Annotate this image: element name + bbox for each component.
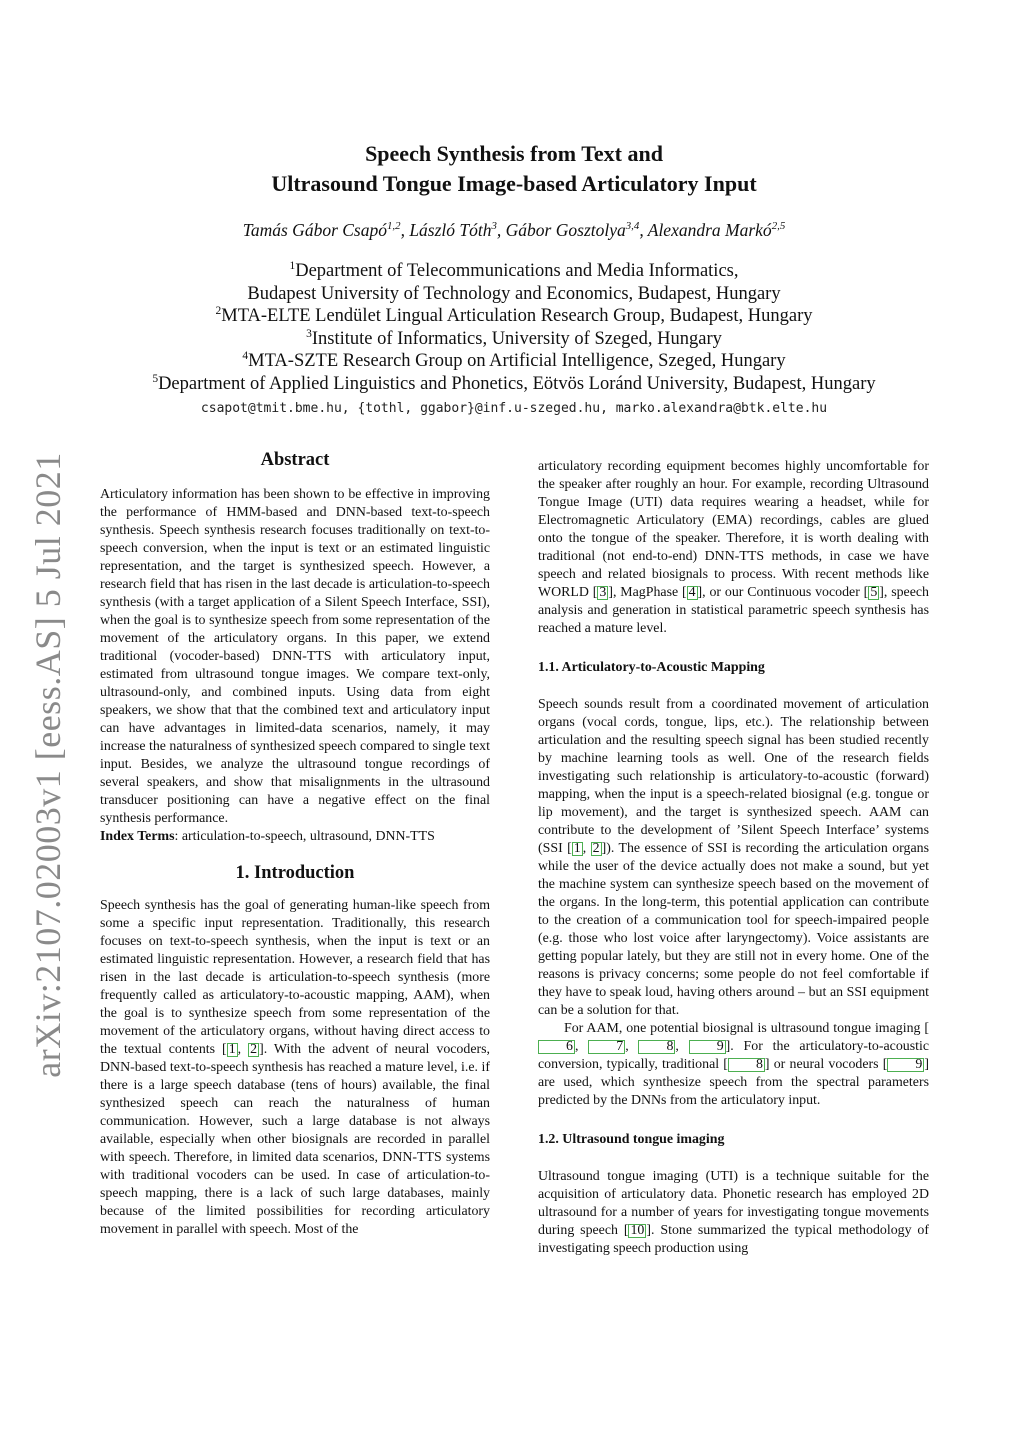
paragraph-text: ]. Stone summarized the typical methodology of investigating speech production using xyxy=(538,1223,930,1256)
affil-text: MTA-SZTE Research Group on Artificial Intelligence, Szeged, Hungary xyxy=(248,351,786,372)
paragraph-text: For AAM, one potential biosignal is ultrasound tongue imaging [ xyxy=(564,1021,929,1036)
abstract-heading: Abstract xyxy=(260,450,330,470)
title-line-2: Ultrasound Tongue Image-based Articulatory Input xyxy=(271,171,757,196)
arxiv-side-stamp: arXiv:2107.02003v1 [eess.AS] 5 Jul 2021 xyxy=(28,452,68,1078)
paragraph-text: Speech synthesis has the goal of generating human-like speech from some a specific input representation. Traditionally, this research focuses on text-to-speech synthesis, when the input is text or an estimated linguistic representation. However, a research field that has risen in the last decade is articulation-to-speech synthesis (more frequently called as articulatory-to-acoustic mapping, AAM), when the goal is to synthesize speech from some representation of the movement of the articulatory organs, without having direct access to the textual contents [ xyxy=(100,898,490,1057)
citation-link[interactable]: 9 xyxy=(689,1040,726,1054)
subsection-heading-uti: 1.2. Ultrasound tongue imaging xyxy=(538,1132,725,1147)
section-heading-introduction: 1. Introduction xyxy=(235,863,355,883)
index-terms-text: : articulation-to-speech, ultrasound, DNN-TTS xyxy=(174,829,435,844)
paragraph-text: ] or neural vocoders [ xyxy=(764,1057,888,1072)
author-affil-sup: 3 xyxy=(491,220,497,233)
citation-link[interactable]: 2 xyxy=(592,841,600,856)
paragraph-text: Ultrasound tongue imaging (UTI) is a technique suitable for the acquisition of articulatory data. Phonetic research has employed 2D ultrasound for a number of years for investigating tongue movements during speech [ xyxy=(538,1169,929,1238)
author-name: Alexandra Markó xyxy=(647,220,772,240)
citation-separator: , xyxy=(625,1039,639,1054)
paper-title xyxy=(100,139,928,199)
paragraph-text: ], MagPhase [ xyxy=(608,585,687,600)
paragraph-text: ]. With the advent of neural vocoders, DNN-based text-to-speech synthesis has reached a mature level, i.e. if there is a large speech database (tens of hours) available, the final synthesized speech can reach the naturalness of human communication. However, such a large database is not always available, especially when other biosignals are recorded in parallel with speech. Therefore, in limited data scenarios, DNN-TTS systems with traditional vocoders can be used. In case of articulation-to-speech mapping, there is a lack of such large databases, mainly because of the limited possibilities for recording articulatory movement in parallel with speech. Most of the xyxy=(100,1042,490,1237)
affiliation-line xyxy=(60,260,968,283)
right-column xyxy=(538,458,929,1258)
citation-link[interactable]: 2 xyxy=(250,1042,258,1057)
affil-sup: 5 xyxy=(152,372,159,385)
citation-link[interactable]: 8 xyxy=(638,1040,675,1054)
citation-link[interactable]: 8 xyxy=(728,1058,765,1072)
citation-link[interactable]: 10 xyxy=(630,1223,645,1238)
affil-text: Department of Applied Linguistics and Phonetics, Eötvös Loránd University, Budapest, Hungary xyxy=(158,373,876,394)
intro-paragraph xyxy=(100,897,490,1239)
title-line-1: Speech Synthesis from Text and xyxy=(365,141,663,166)
citation-link[interactable]: 6 xyxy=(538,1040,575,1054)
affil-sup: 4 xyxy=(242,350,249,363)
subsection-heading-aam: 1.1. Articulatory-to-Acoustic Mapping xyxy=(538,660,765,675)
author-name: László Tóth xyxy=(409,220,492,240)
paragraph-text: ]. For the articulatory-to-acoustic conversion, typically, traditional [ xyxy=(538,1039,930,1072)
citation-link[interactable]: 1 xyxy=(573,841,581,856)
affiliation-line xyxy=(60,283,968,306)
citation-link[interactable]: 7 xyxy=(588,1040,625,1054)
author-affil-sup: 2,5 xyxy=(771,220,786,233)
affil-text: Institute of Informatics, University of Szeged, Hungary xyxy=(311,328,722,349)
affiliation-line xyxy=(60,373,968,396)
body-paragraph xyxy=(538,696,929,1020)
citation-separator: , xyxy=(574,1039,589,1054)
affil-sup: 1 xyxy=(289,259,296,272)
index-terms-label: Index Terms xyxy=(100,829,175,844)
citation-link[interactable]: 1 xyxy=(228,1042,236,1057)
citation-separator: , xyxy=(675,1039,689,1054)
left-column xyxy=(100,451,490,1239)
affiliation-list xyxy=(60,260,968,396)
citation-separator: , xyxy=(582,841,591,856)
body-paragraph xyxy=(538,458,929,638)
abstract-text: Articulatory information has been shown to be effective in improving the performance of HMM-based and DNN-based text-to-speech synthesis. Speech synthesis research focuses traditionally on text-to-speech conversion, when the input is text or an estimated linguistic representation, and the target is synthesized speech. However, a research field that has risen in the last decade is articulation-to-speech synthesis (with a target application of a Silent Speech Interface, SSI), when the goal is to synthesize speech from some representation of the movement of the articulatory organs. In this paper, we extend traditional (vocoder-based) DNN-TTS with articulatory input, estimated from ultrasound tongue images. We compare text-only, ultrasound-only, and combined inputs. Using data from eight speakers, we show that that the combined text and articulatory input can have advantages in limited-data scenarios, namely, it may increase the naturalness of synthesized speech compared to single text input. Besides, we analyze the ultrasound tongue recordings of several speakers, and show that misalignments in the ultrasound transducer positioning can have a negative effect on the final synthesis performance. xyxy=(100,487,490,826)
author-affil-sup: 1,2 xyxy=(387,220,401,233)
affil-sup: 3 xyxy=(306,327,312,340)
citation-link[interactable]: 9 xyxy=(887,1058,924,1072)
affil-text: Department of Telecommunications and Media Informatics, xyxy=(295,261,739,281)
paragraph-text: articulatory recording equipment becomes highly uncomfortable for the speaker after roughly an hour. For example, recording Ultrasound Tongue Image (UTI) data requires wearing a headset, while for Electromagnetic Articulatory (EMA) recordings, cables are glued onto the tongue of the speaker. Therefore, it is worth dealing with traditional (not end-to-end) DNN-TTS methods, in case we have speech and related biosignals to process. With recent methods like WORLD [ xyxy=(538,459,929,600)
body-paragraph xyxy=(538,1020,929,1110)
affiliation-line xyxy=(60,328,968,351)
paragraph-text: ], speech analysis and generation in statistical parametric speech synthesis has reached a mature level. xyxy=(538,585,929,636)
affil-text: MTA-ELTE Lendület Lingual Articulation Research Group, Budapest, Hungary xyxy=(221,306,813,327)
paragraph-text: ]). The essence of SSI is recording the articulation organs while the user of the device actually does not make a sound, but yet the machine system can synthesize speech based on the movement of the organs. In the long-term, this potential application can contribute to the creation of a communication tool for speech-impaired people (e.g. those who lost voice after laryngectomy). Voice assistants are getting popular lately, but they are still not in every home. One of the reasons is privacy concerns; some people do not feel comfortable if they have to speak loud, having others around – but an SSI equipment can be a solution for that. xyxy=(538,841,929,1018)
citation-separator: , xyxy=(237,1042,249,1057)
author-name: Tamás Gábor Csapó xyxy=(242,220,387,240)
paragraph-text: Speech sounds result from a coordinated movement of articulation organs (vocal cords, tongue, lips, etc.). The relationship between articulation and the resulting speech signal has been studied recently by machine learning tools as well. One of the research fields investigating such relationship is articulatory-to-acoustic (forward) mapping, when the input is a speech-related biosignal (e.g. tongue or lip movement), and the target is synthesized speech. AAM can contribute to the development of ’Silent Speech Interface’ systems (SSI [ xyxy=(538,697,929,856)
citation-link[interactable]: 4 xyxy=(688,585,696,600)
affiliation-line xyxy=(60,305,968,328)
paragraph-text: ], or our Continuous vocoder [ xyxy=(697,585,869,600)
index-terms xyxy=(100,828,490,846)
paragraph-text: ] are used, which synthesize speech from the spectral parameters predicted by the DNNs from the articulatory input. xyxy=(538,1057,929,1108)
citation-link[interactable]: 3 xyxy=(599,585,607,600)
author-name: Gábor Gosztolya xyxy=(505,220,626,240)
body-paragraph xyxy=(538,1168,929,1258)
citation-link[interactable]: 5 xyxy=(870,585,878,600)
author-emails: csapot@tmit.bme.hu, {tothl, ggabor}@inf.u-szeged.hu, marko.alexandra@btk.elte.hu xyxy=(200,401,828,416)
author-affil-sup: 3,4 xyxy=(625,220,640,233)
author-list: Tamás Gábor Csapó$^{1,2}$, László Tóth$^3$, Gábor Gosztolya$^{3,4}$, Alexandra Markó$^{2,5}$ xyxy=(242,220,786,240)
affiliation-line xyxy=(60,350,968,373)
affil-sup: 2 xyxy=(215,305,222,318)
affil-text: Budapest University of Technology and Economics, Budapest, Hungary xyxy=(247,283,781,304)
